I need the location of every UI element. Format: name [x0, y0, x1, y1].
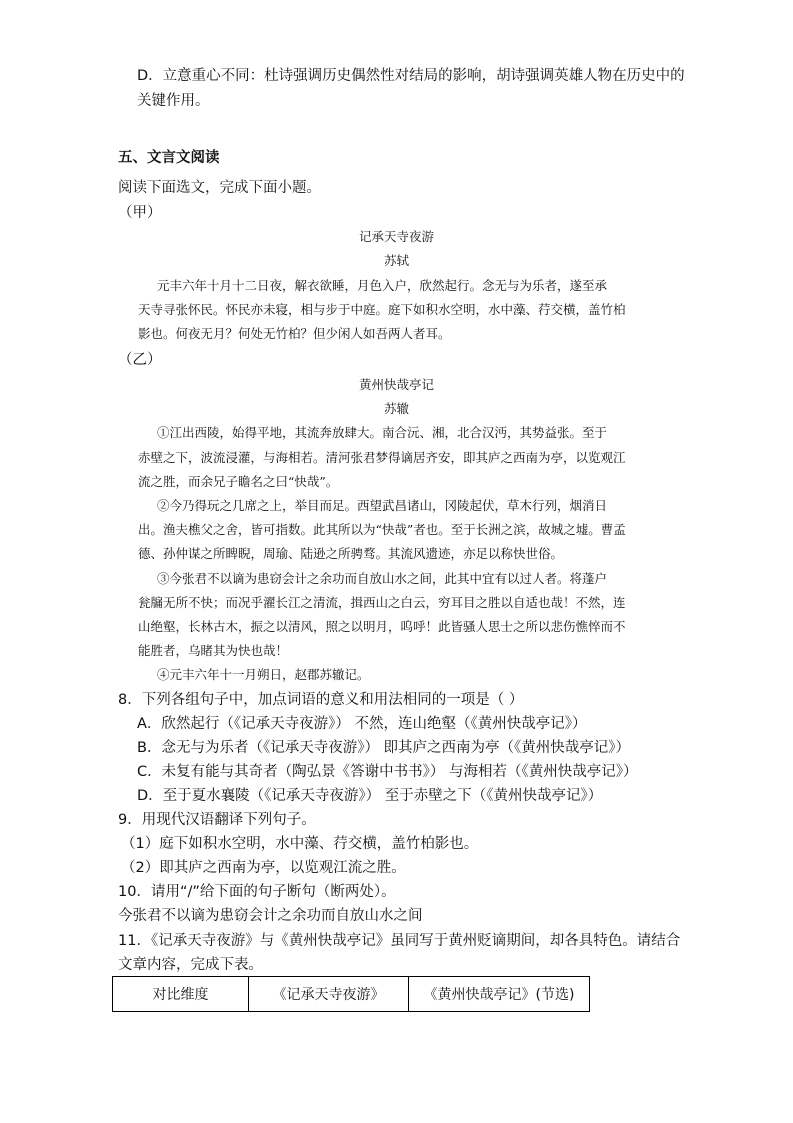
table-header-cell: 《记承天寺夜游》	[249, 977, 409, 1012]
passage-yi-line: 瓮牖无所不快；而况乎濯长江之清流，揖西山之白云，穷耳目之胜以自适也哉！不然，连	[138, 595, 626, 610]
section-title: 五、文言文阅读	[118, 150, 220, 166]
table-row	[113, 977, 590, 1012]
question-8-option-b: B．念无与为乐者（《记承天寺夜游》） 即其庐之西南为亭（《黄州快哉亭记》）	[137, 740, 631, 756]
comparison-table	[112, 976, 590, 1012]
question-9-item-1: （1）庭下如积水空明，水中藻、荇交横，盖竹柏影也。	[121, 836, 479, 852]
question-8-option-d: D．至于夏水襄陵（《记承天寺夜游》） 至于赤壁之下（《黄州快哉亭记》）	[137, 788, 603, 804]
passage-jia-title: 记承天寺夜游	[358, 229, 434, 244]
question-11-line2: 文章内容，完成下表。	[118, 957, 263, 973]
passage-yi-title: 黄州快哉亭记	[358, 377, 434, 392]
passage-yi-line: 流之胜，而余兄子瞻名之曰“快哉”。	[138, 474, 339, 489]
passage-jia-marker: （甲）	[118, 205, 162, 221]
passage-yi-line: 赤壁之下，波流浸灌，与海相若。清河张君梦得谪居齐安，即其庐之西南为亭，以览观江	[138, 450, 626, 465]
question-10-sentence: 今张君不以谪为患窃会计之余功而自放山水之间	[118, 908, 423, 924]
table-header-cell: 《黄州快哉亭记》(节选)	[409, 977, 590, 1012]
prev-option-d-line1: D．立意重心不同：杜诗强调历史偶然性对结局的影响，胡诗强调英雄人物在历史中的	[137, 68, 685, 84]
passage-yi-line: ②今乃得玩之几席之上，举目而足。西望武昌诸山，冈陵起伏，草木行列，烟消日	[157, 498, 608, 513]
passage-jia-line: 元丰六年十月十二日夜，解衣欲睡，月色入户，欣然起行。念无与为乐者，遂至承	[157, 278, 608, 293]
question-9-item-2: （2）即其庐之西南为亭，以览观江流之胜。	[121, 860, 406, 876]
passage-yi-line: 山绝壑，长林古木，振之以清风，照之以明月，呜呼！此皆骚人思士之所以悲伤憔悴而不	[138, 619, 626, 634]
passage-yi-author: 苏辙	[383, 401, 409, 416]
passage-jia-line: 天寺寻张怀民。怀民亦未寝，相与步于中庭。庭下如积水空明，水中藻、荇交横，盖竹柏	[138, 302, 626, 317]
passage-yi-line: ①江出西陵，始得平地，其流奔放肆大。南合沅、湘，北合汉沔，其势益张。至于	[157, 425, 608, 440]
passage-yi-line: ③今张君不以谪为患窃会计之余功而自放山水之间，此其中宜有以过人者。将蓬户	[157, 571, 608, 586]
question-8-stem: 8．下列各组句子中，加点词语的意义和用法相同的一项是（ ）	[118, 692, 524, 708]
prev-option-d-line2: 关键作用。	[137, 93, 210, 109]
question-8-option-c: C．未复有能与其奇者（陶弘景《答谢中书书》） 与海相若（《黄州快哉亭记》）	[137, 764, 638, 780]
instruction: 阅读下面选文，完成下面小题。	[118, 180, 321, 196]
passage-yi-line: 出。渔夫樵父之舍，皆可指数。此其所以为“快哉”者也。至于长洲之滨，故城之墟。曹孟	[138, 522, 626, 537]
question-9-stem: 9．用现代汉语翻译下列句子。	[118, 812, 316, 828]
passage-jia-line: 影也。何夜无月？何处无竹柏？但少闲人如吾两人者耳。	[138, 326, 451, 341]
table-header-cell: 对比维度	[113, 977, 249, 1012]
passage-yi-line: 德、孙仲谋之所睥睨，周瑜、陆逊之所骋骛。其流风遗迹，亦足以称快世俗。	[138, 546, 564, 561]
question-11-line1: 11．《记承天寺夜游》与《黄州快哉亭记》虽同写于黄州贬谪期间，却各具特色。请结合	[118, 933, 681, 949]
question-10-stem: 10．请用“/”给下面的句子断句（断两处）。	[118, 884, 396, 900]
passage-yi-line: 能胜者，乌睹其为快也哉！	[138, 643, 289, 658]
question-8-option-a: A．欣然起行（《记承天寺夜游》） 不然，连山绝壑（《黄州快哉亭记》）	[137, 716, 587, 732]
passage-jia-author: 苏轼	[383, 253, 409, 268]
passage-yi-line: ④元丰六年十一月朔日，赵郡苏辙记。	[157, 667, 370, 682]
passage-yi-marker: （乙）	[118, 352, 162, 368]
